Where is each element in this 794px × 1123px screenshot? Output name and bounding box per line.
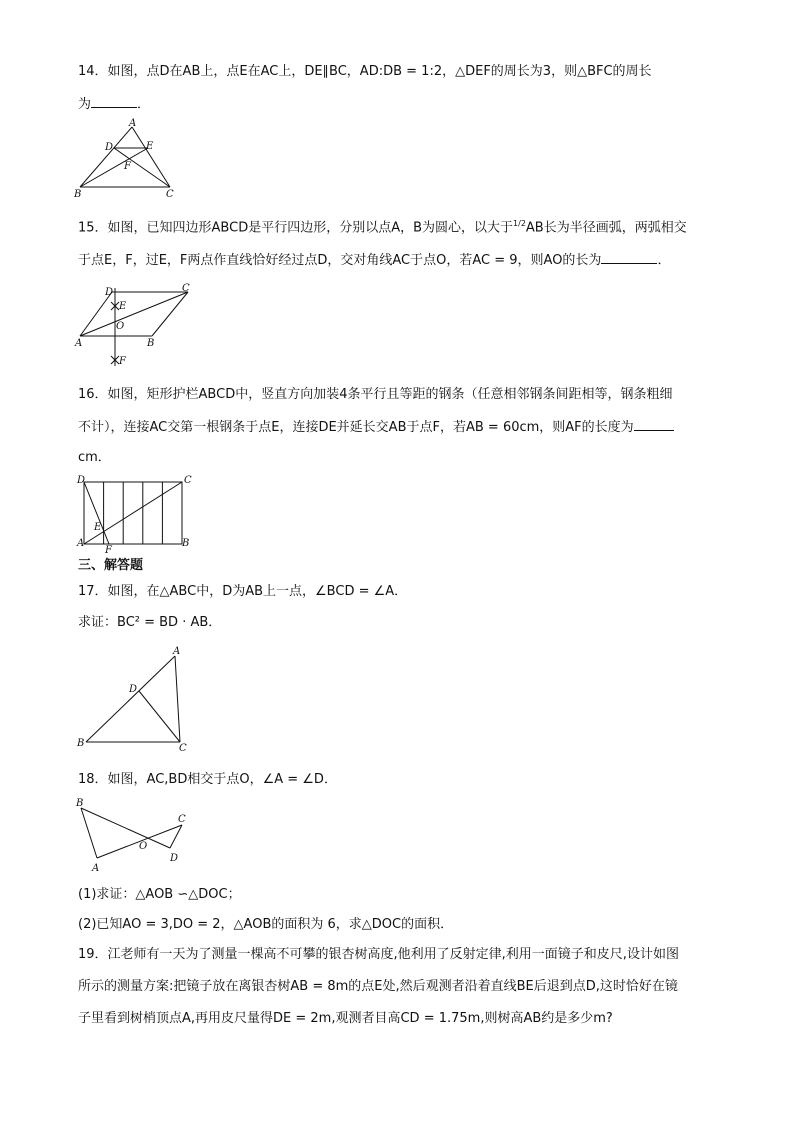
q18-text-line1: 18．如图，AC,BD相交于点O，∠A = ∠D． (78, 772, 337, 787)
q16-label-c: C (184, 475, 192, 486)
q15-text-c: 于点E，F，过E，F两点作直线恰好经过点D，交对角线AC于点O，若AC = 9，则AO的长为 (78, 253, 602, 268)
q16-figure (72, 474, 197, 554)
section-header-solutions: 三、解答题 (78, 558, 144, 573)
q18-label-a: A (92, 863, 100, 874)
q18-label-o: O (139, 841, 148, 852)
q15-text-a: 15．如图，已知四边形ABCD是平行四边形，分别以点A，B为圆心，以大于 (78, 220, 514, 236)
q15-fraction: 1/2 (513, 219, 526, 228)
q19-text-line2: 所示的测量方案:把镜子放在离银杏树AB = 8m的点E处,然后观测者沿着直线BE后退到点D,这时恰好在镜 (78, 979, 678, 994)
q17-label-a: A (173, 646, 181, 657)
q14-label-f: F (124, 161, 131, 172)
q16-text-line2 (78, 418, 674, 437)
q16-text-b: 不计），连接AC交第一根钢条于点E，连接DE并延长交AB于点F，若AB = 60cm，则AF的长度为 (78, 420, 634, 435)
q18-label-d: D (170, 853, 179, 864)
q14-end: ． (137, 97, 151, 112)
q15-label-b: B (147, 338, 155, 349)
q16-text-line3: cm． (78, 450, 111, 465)
q15-label-e: E (119, 301, 127, 312)
q17-figure (72, 640, 197, 755)
q15-answer-blank (601, 251, 657, 264)
q14-figure (72, 120, 182, 200)
q16-text-line1: 16．如图，矩形护栏ABCD中，竖直方向加装4条平行且等距的钢条（任意相邻钢条间距相等，钢条粗细 (78, 387, 673, 402)
q14-label-b: B (74, 189, 82, 200)
q15-figure (72, 280, 202, 370)
q17-text-line2: 求证：BC² = BD · AB． (78, 615, 222, 630)
q15-label-a: A (75, 338, 83, 349)
q14-label-a: A (129, 118, 137, 129)
q15-label-o: O (116, 321, 125, 332)
q16-label-f: F (105, 545, 112, 556)
q15-text-line2 (78, 251, 670, 270)
q16-label-a: A (77, 538, 85, 549)
q15-text-b: AB长为半径画弧，两弧相交 (525, 220, 687, 236)
q17-text-line1: 17．如图，在△ABC中，D为AB上一点，∠BCD = ∠A． (78, 584, 408, 599)
q16-answer-blank (634, 418, 674, 431)
q18-part2: (2)已知AO = 3,DO = 2，△AOB的面积为 6，求△DOC的面积． (78, 917, 454, 932)
q14-label-d: D (105, 142, 114, 153)
q18-label-b: B (76, 798, 84, 809)
q18-label-c: C (178, 814, 186, 825)
q17-label-c: C (179, 743, 187, 754)
q19-text-line1: 19．江老师有一天为了测量一棵高不可攀的银杏树高度,他利用了反射定律,利用一面镜子和皮尺,设计如图 (78, 947, 679, 962)
q14-answer-blank (91, 95, 137, 108)
q15-end: ． (657, 253, 671, 268)
q17-label-d: D (129, 684, 138, 695)
q16-label-b: B (182, 538, 190, 549)
q15-label-c: C (182, 283, 190, 294)
q15-label-f: F (119, 356, 126, 367)
q18-figure (72, 795, 197, 875)
q14-label-e: E (146, 141, 154, 152)
q14-text-line1: 14．如图，点D在AB上，点E在AC上，DE∥BC，AD:DB = 1:2，△DEF的周长为3，则△BFC的周长 (78, 64, 652, 79)
q15-label-d: D (105, 287, 114, 298)
q18-part1: (1)求证：△AOB ∽△DOC； (78, 887, 241, 902)
q16-label-e: E (94, 522, 102, 533)
q16-label-d: D (77, 475, 86, 486)
q14-label-c: C (166, 189, 174, 200)
q17-label-b: B (77, 738, 85, 749)
q14-prefix: 为 (78, 97, 92, 112)
q14-text-line2 (78, 95, 150, 114)
q19-text-line3: 子里看到树梢顶点A,再用皮尺量得DE = 2m,观测者目高CD = 1.75m,则树高AB约是多少m? (78, 1011, 613, 1026)
q15-text-line1 (78, 215, 687, 237)
